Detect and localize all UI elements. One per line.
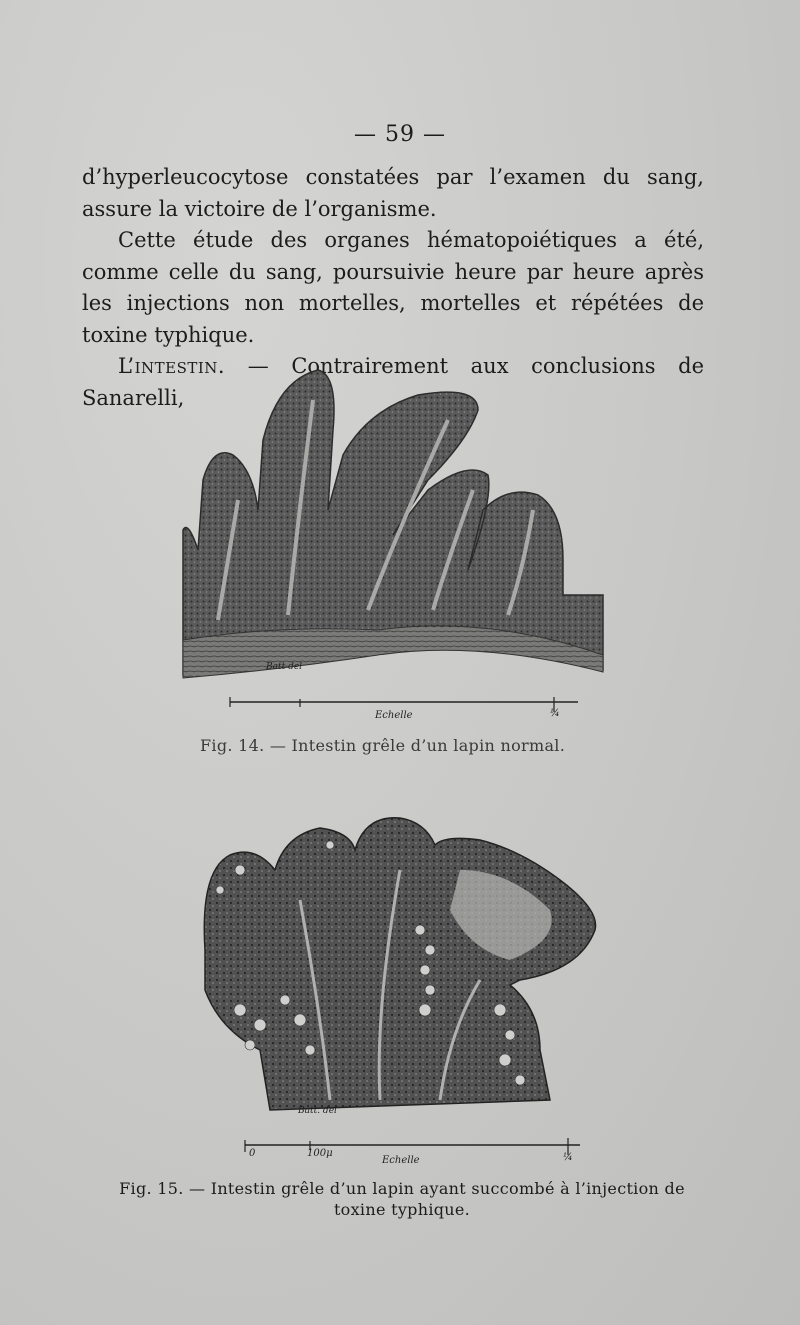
figure-14	[178, 360, 608, 730]
figure-14-illustration	[178, 360, 608, 730]
figure-14-caption: Fig. 14. — Intestin grêle d’un lapin normal.	[200, 736, 566, 755]
figure-15-caption: Fig. 15. — Intestin grêle d’un lapin ayant succombé à l’injection de toxine typhique.	[119, 1179, 685, 1219]
figure-15-scale-start: 0	[249, 1148, 256, 1159]
figure-15-scale-mid: 100μ	[307, 1148, 333, 1159]
paragraph-3-text: — Contrairement aux conclusions de Sanarelli,	[82, 354, 704, 410]
figure-15-scale-label: Echelle	[382, 1155, 420, 1166]
paragraph-1: d’hyperleucocytose constatées par l’examen du sang, assure la victoire de l’organisme.	[82, 165, 704, 221]
figure-15-illustration	[180, 810, 610, 1170]
figure-14-scale-label: Echelle	[375, 710, 413, 721]
figure-14-artist: Batt del	[266, 662, 303, 672]
paragraph-2: Cette étude des organes hématopoiétiques a été, comme celle du sang, poursuivie heure par heure après les injections non mortelles, mortelles et répétées de toxine typhique.	[82, 228, 704, 347]
page-number: — 59 —	[354, 122, 446, 147]
figure-15	[180, 810, 610, 1170]
section-heading: L’intestin.	[118, 354, 226, 378]
figure-15-artist: Batt. del	[298, 1106, 337, 1116]
figure-14-scale-tick: ¼	[550, 708, 560, 719]
figure-15-scale-tick: ¼	[563, 1152, 573, 1163]
